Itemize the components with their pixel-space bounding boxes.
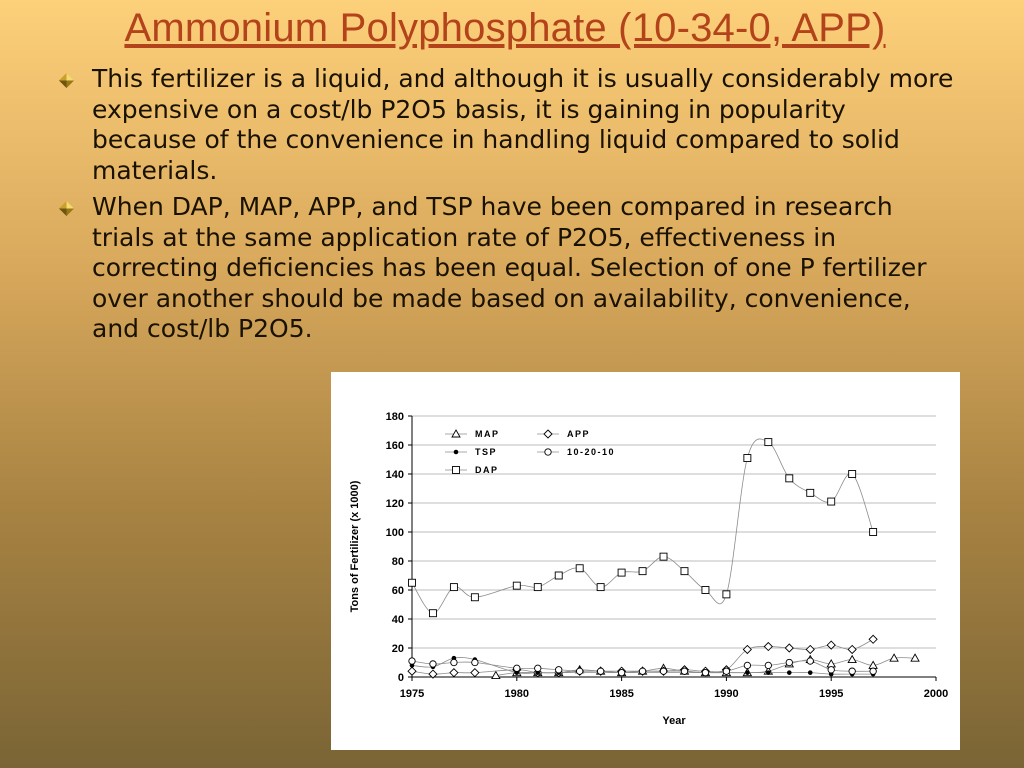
legend-label-map: MAP xyxy=(475,429,500,439)
y-tick-label: 60 xyxy=(391,585,404,597)
data-point-dap xyxy=(849,471,856,478)
y-tick-label: 40 xyxy=(391,614,404,626)
legend-label-app: APP xyxy=(567,429,591,439)
y-tick-label: 120 xyxy=(385,498,404,510)
data-point-app xyxy=(743,645,751,653)
data-point-app xyxy=(764,643,772,651)
data-point-dap xyxy=(429,610,436,617)
data-point-dap xyxy=(765,439,772,446)
data-point-10-20-10 xyxy=(870,668,876,674)
data-point-dap xyxy=(618,569,625,576)
legend-label-10-20-10: 10-20-10 xyxy=(567,447,616,457)
data-point-app xyxy=(408,667,416,675)
data-point-10-20-10 xyxy=(639,668,645,674)
x-tick-label: 2000 xyxy=(923,688,949,700)
data-point-dap xyxy=(576,565,583,572)
bullet-item xyxy=(56,192,956,345)
data-point-dap xyxy=(597,584,604,591)
data-point-10-20-10 xyxy=(556,667,562,673)
data-point-dap xyxy=(450,584,457,591)
data-point-dap xyxy=(807,489,814,496)
bullet-item xyxy=(56,64,956,186)
legend-marker-app xyxy=(544,430,552,438)
data-point-10-20-10 xyxy=(828,667,834,673)
y-tick-label: 140 xyxy=(385,469,404,481)
x-tick-label: 1990 xyxy=(714,688,739,700)
data-point-tsp xyxy=(745,670,750,675)
y-tick-label: 180 xyxy=(385,411,404,423)
data-point-10-20-10 xyxy=(472,659,478,665)
data-point-app xyxy=(471,669,479,677)
chart-panel xyxy=(331,372,960,750)
data-point-10-20-10 xyxy=(514,665,520,671)
data-point-dap xyxy=(409,579,416,586)
data-point-dap xyxy=(702,587,709,594)
y-tick-label: 0 xyxy=(397,672,404,684)
data-point-10-20-10 xyxy=(681,668,687,674)
data-point-10-20-10 xyxy=(849,668,855,674)
bullet-list xyxy=(56,64,956,351)
data-point-dap xyxy=(555,572,562,579)
data-point-tsp xyxy=(766,670,771,675)
data-point-10-20-10 xyxy=(786,659,792,665)
data-point-dap xyxy=(828,498,835,505)
legend-label-dap: DAP xyxy=(475,465,499,475)
data-point-tsp xyxy=(808,670,813,675)
data-point-10-20-10 xyxy=(430,661,436,667)
data-point-dap xyxy=(786,475,793,482)
bullet-text: This fertilizer is a liquid, and although it is usually considerably more expensive on a cost/lb P2O5 basis, it is gaining in popularity because of the convenience in handling liquid compared to solid materials. xyxy=(92,64,954,185)
y-tick-label: 20 xyxy=(391,643,404,655)
diamond-bullet-icon xyxy=(58,200,75,217)
data-point-10-20-10 xyxy=(618,669,624,675)
data-point-10-20-10 xyxy=(744,662,750,668)
data-point-dap xyxy=(471,594,478,601)
data-point-10-20-10 xyxy=(451,659,457,665)
legend-marker-tsp xyxy=(454,450,459,455)
data-point-dap xyxy=(513,582,520,589)
data-point-app xyxy=(806,645,814,653)
y-axis-title: Tons of Fertilizer (x 1000) xyxy=(349,480,361,613)
legend-label-tsp: TSP xyxy=(475,447,498,457)
data-point-map xyxy=(848,656,856,663)
data-point-app xyxy=(869,635,877,643)
data-point-10-20-10 xyxy=(702,669,708,675)
bullet-text: When DAP, MAP, APP, and TSP have been compared in research trials at the same application rate of P2O5, effectiveness in correcting deficiencies has been equal. Selection of one P fertilizer over another should be made based on availability, convenience, and cost/lb P2O5. xyxy=(92,192,927,343)
y-tick-label: 100 xyxy=(385,527,404,539)
data-point-10-20-10 xyxy=(807,658,813,664)
data-point-app xyxy=(848,645,856,653)
data-point-dap xyxy=(870,529,877,536)
data-point-app xyxy=(785,644,793,652)
slide-title: Ammonium Polyphosphate (10-34-0, APP) xyxy=(124,6,886,50)
x-axis-title: Year xyxy=(662,715,686,727)
x-tick-label: 1995 xyxy=(818,688,844,700)
data-point-dap xyxy=(744,455,751,462)
x-tick-label: 1985 xyxy=(609,688,634,700)
x-tick-label: 1980 xyxy=(504,688,530,700)
legend-marker-map xyxy=(452,430,460,437)
data-point-10-20-10 xyxy=(660,668,666,674)
data-point-10-20-10 xyxy=(765,662,771,668)
data-point-dap xyxy=(660,553,667,560)
legend-marker-10-20-10 xyxy=(545,449,551,455)
data-point-10-20-10 xyxy=(723,668,729,674)
y-tick-label: 80 xyxy=(391,556,404,568)
data-point-dap xyxy=(534,584,541,591)
x-tick-label: 1975 xyxy=(399,688,425,700)
data-point-dap xyxy=(639,568,646,575)
data-point-10-20-10 xyxy=(576,668,582,674)
data-point-dap xyxy=(723,591,730,598)
data-point-10-20-10 xyxy=(409,658,415,664)
data-point-tsp xyxy=(787,670,792,675)
data-point-10-20-10 xyxy=(535,665,541,671)
data-point-dap xyxy=(681,568,688,575)
legend-marker-dap xyxy=(453,467,460,474)
diamond-bullet-icon xyxy=(58,72,75,89)
fertilizer-chart xyxy=(331,372,960,750)
y-tick-label: 160 xyxy=(385,440,404,452)
data-point-app xyxy=(450,669,458,677)
data-point-10-20-10 xyxy=(597,668,603,674)
